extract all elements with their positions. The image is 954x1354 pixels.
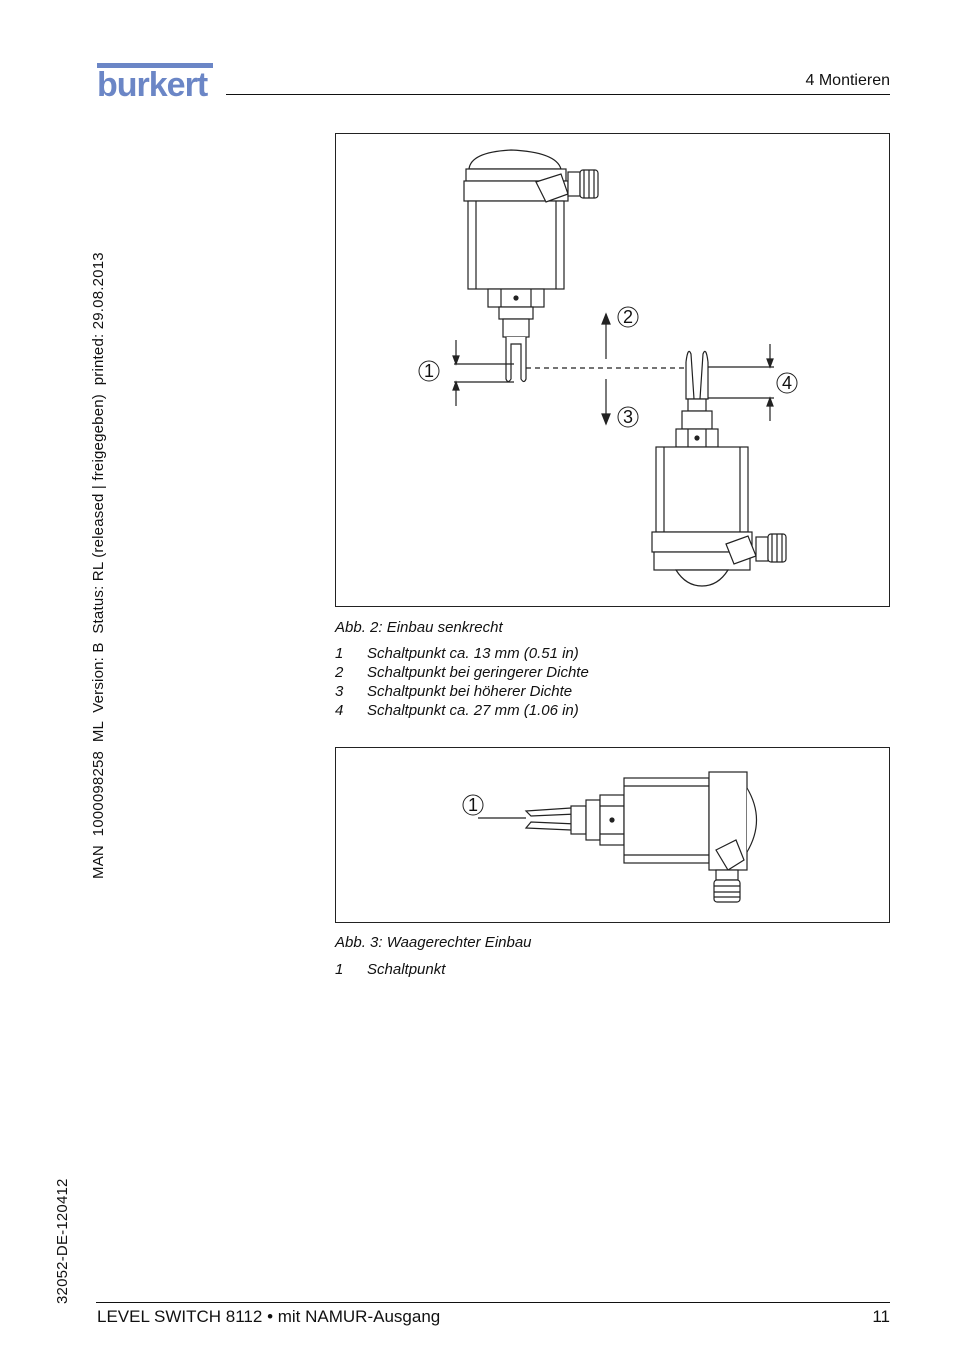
figure-horizontal-installation [335, 747, 890, 923]
footer-rule [96, 1302, 890, 1303]
burkert-logo [97, 63, 217, 99]
figure1-caption: Abb. 2: Einbau senkrecht [335, 619, 503, 636]
figure-vertical-installation [335, 133, 890, 607]
horizontal-device-drawing [526, 772, 757, 902]
density-arrows [602, 314, 610, 424]
lower-device-drawing [652, 351, 786, 586]
document-number: 32052-DE-120412 [54, 1178, 71, 1304]
callout-4 [777, 373, 797, 393]
figure2-caption: Abb. 3: Waagerechter Einbau [335, 934, 532, 951]
svg-text:4: 4 [781, 373, 793, 393]
callout-1 [463, 795, 483, 815]
upper-device-drawing [464, 150, 598, 382]
legend-item: 3 Schaltpunkt bei höherer Dichte [335, 683, 573, 700]
figure1-legend [335, 645, 589, 721]
legend-item: 4 Schaltpunkt ca. 27 mm (1.06 in) [335, 702, 579, 719]
callout-2 [618, 307, 638, 327]
footer-title: LEVEL SWITCH 8112 • mit NAMUR-Ausgang [97, 1307, 441, 1326]
svg-text:3: 3 [622, 407, 634, 427]
svg-text:1: 1 [423, 361, 435, 381]
dimension-4 [708, 344, 774, 421]
legend-item: 1 Schaltpunkt ca. 13 mm (0.51 in) [335, 645, 579, 662]
svg-text:1: 1 [467, 795, 479, 815]
section-header: 4 Montieren [805, 72, 890, 89]
callout-3 [618, 407, 638, 427]
page-number: 11 [872, 1307, 890, 1326]
logo-text: burkert [97, 66, 208, 99]
legend-item: 2 Schaltpunkt bei geringerer Dichte [335, 664, 589, 681]
header-rule [226, 94, 890, 95]
figure2-legend [335, 961, 445, 980]
svg-text:2: 2 [622, 307, 634, 327]
dimension-1 [453, 340, 514, 406]
document-meta: MAN 1000098258 ML Version: B Status: RL (released | freigegeben) printed: 29.08.2013 [90, 252, 107, 879]
legend-item: 1 Schaltpunkt [335, 961, 446, 978]
callout-1 [419, 361, 439, 381]
